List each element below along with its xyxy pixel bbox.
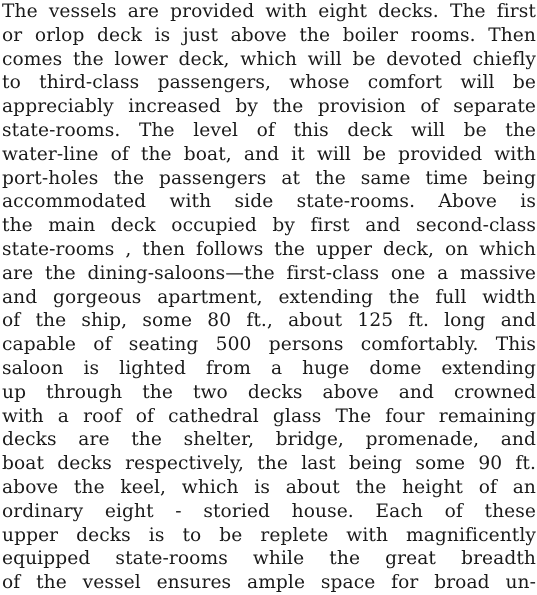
text-line: with a roof of cathedral glass The four remaining	[2, 405, 536, 427]
text-line: accommodated with side state-rooms. Above is	[2, 191, 536, 213]
text-line: decks are the shelter, bridge, promenade, and	[2, 429, 536, 451]
text-line: water-line of the boat, and it will be provided with	[2, 143, 536, 165]
text-line: state-rooms , then follows the upper deck, on which	[2, 238, 536, 260]
text-line: port-holes the passengers at the same time being	[2, 167, 536, 189]
text-line: state-rooms. The level of this deck will be the	[2, 119, 536, 141]
body-text	[2, 0, 536, 595]
text-line: above the keel, which is about the height of an	[2, 476, 536, 498]
text-line: of the ship, some 80 ft., about 125 ft. long and	[2, 310, 536, 332]
text-line: of the vessel ensures ample space for broad un-	[2, 572, 536, 594]
text-line: boat decks respectively, the last being some 90 ft.	[2, 453, 536, 475]
text-line: appreciably increased by the provision of separate	[2, 96, 536, 118]
text-line: and gorgeous apartment, extending the full width	[2, 286, 536, 308]
text-line: The vessels are provided with eight decks. The first	[2, 1, 536, 22]
text-line: the main deck occupied by first and second-class	[2, 215, 536, 237]
text-line: upper decks is to be replete with magnificently	[2, 524, 536, 546]
text-line: saloon is lighted from a huge dome extending	[2, 357, 536, 379]
text-line: equipped state-rooms while the great breadth	[2, 548, 536, 570]
text-line: are the dining-saloons—the first-class one a massive	[2, 262, 536, 284]
text-line: capable of seating 500 persons comfortably. This	[2, 334, 536, 356]
text-line: comes the lower deck, which will be devoted chiefly	[2, 48, 536, 70]
text-line: or orlop deck is just above the boiler rooms. Then	[2, 24, 536, 46]
text-line: to third-class passengers, whose comfort will be	[2, 72, 536, 94]
text-line: ordinary eight - storied house. Each of these	[2, 500, 536, 522]
text-line: up through the two decks above and crowned	[2, 381, 536, 403]
